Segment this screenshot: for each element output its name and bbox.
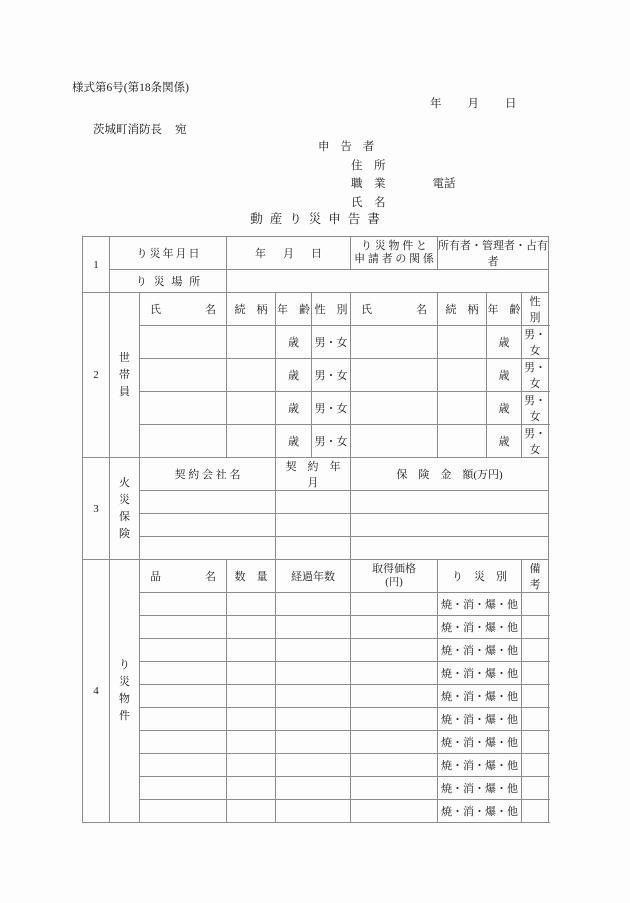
cell-insurance-company[interactable] bbox=[140, 537, 276, 560]
table-row bbox=[83, 593, 549, 616]
cell-age-1[interactable]: 歳 bbox=[276, 326, 312, 359]
vlabel-char: 帯 bbox=[119, 368, 130, 381]
cell-name-2[interactable] bbox=[351, 359, 438, 392]
cell-years-elapsed[interactable] bbox=[276, 800, 351, 823]
header-damage-type: り 災 別 bbox=[438, 560, 522, 593]
table-row bbox=[83, 270, 549, 293]
cell-acquisition-price[interactable] bbox=[351, 639, 438, 662]
cell-acquisition-price[interactable] bbox=[351, 777, 438, 800]
cell-remarks[interactable] bbox=[522, 731, 549, 754]
address-label: 住 所 bbox=[351, 159, 386, 172]
cell-age-2[interactable]: 歳 bbox=[487, 392, 522, 425]
cell-age-1[interactable]: 歳 bbox=[276, 425, 312, 458]
vlabel-char: 災 bbox=[119, 493, 130, 506]
cell-name-2[interactable] bbox=[351, 425, 438, 458]
addressee-line bbox=[93, 121, 187, 137]
relation-label bbox=[351, 237, 438, 270]
applicant-label: 申 告 者 bbox=[318, 141, 379, 153]
header-name-1: 氏 名 bbox=[140, 293, 227, 326]
cell-contract-date[interactable] bbox=[276, 491, 351, 514]
cell-acquisition-price[interactable] bbox=[351, 616, 438, 639]
cell-damage-type[interactable]: 焼・消・爆・他 bbox=[438, 616, 522, 639]
cell-age-1[interactable]: 歳 bbox=[276, 392, 312, 425]
cell-age-2[interactable]: 歳 bbox=[487, 326, 522, 359]
cell-relation-2[interactable] bbox=[438, 425, 487, 458]
table-row bbox=[83, 537, 549, 560]
vlabel-char: 険 bbox=[119, 527, 130, 540]
cell-insurance-company[interactable] bbox=[140, 514, 276, 537]
header-acquisition-price bbox=[351, 560, 438, 593]
cell-years-elapsed[interactable] bbox=[276, 639, 351, 662]
cell-damage-type[interactable]: 焼・消・爆・他 bbox=[438, 708, 522, 731]
table-row bbox=[83, 777, 549, 800]
cell-name-1[interactable] bbox=[140, 359, 227, 392]
cell-quantity[interactable] bbox=[227, 731, 276, 754]
cell-remarks[interactable] bbox=[522, 662, 549, 685]
cell-item-name[interactable] bbox=[140, 593, 227, 616]
cell-insurance-amount[interactable] bbox=[351, 514, 549, 537]
cell-name-1[interactable] bbox=[140, 392, 227, 425]
cell-quantity[interactable] bbox=[227, 616, 276, 639]
cell-relation-2[interactable] bbox=[438, 326, 487, 359]
damaged-items-vertical-label bbox=[110, 560, 140, 823]
header-relation-2: 続 柄 bbox=[438, 293, 487, 326]
cell-sex-1[interactable]: 男・女 bbox=[312, 392, 351, 425]
name-label: 氏 名 bbox=[351, 196, 386, 209]
vlabel-char: 物 bbox=[119, 693, 130, 705]
cell-damage-type[interactable]: 焼・消・爆・他 bbox=[438, 777, 522, 800]
cell-age-1[interactable]: 歳 bbox=[276, 359, 312, 392]
vlabel-char: り bbox=[119, 659, 130, 671]
cell-remarks[interactable] bbox=[522, 639, 549, 662]
table-row bbox=[83, 359, 549, 392]
cell-relation-1[interactable] bbox=[227, 326, 276, 359]
cell-remarks[interactable] bbox=[522, 593, 549, 616]
cell-remarks[interactable] bbox=[522, 708, 549, 731]
header-item-name: 品 名 bbox=[140, 560, 227, 593]
cell-acquisition-price[interactable] bbox=[351, 662, 438, 685]
cell-item-name[interactable] bbox=[140, 685, 227, 708]
section-number-3: 3 bbox=[83, 458, 110, 560]
cell-sex-2[interactable]: 男・女 bbox=[522, 359, 549, 392]
cell-age-2[interactable]: 歳 bbox=[487, 359, 522, 392]
cell-remarks[interactable] bbox=[522, 800, 549, 823]
cell-item-name[interactable] bbox=[140, 639, 227, 662]
cell-quantity[interactable] bbox=[227, 662, 276, 685]
cell-sex-1[interactable]: 男・女 bbox=[312, 359, 351, 392]
cell-acquisition-price[interactable] bbox=[351, 800, 438, 823]
table-row bbox=[83, 708, 549, 731]
cell-item-name[interactable] bbox=[140, 708, 227, 731]
cell-item-name[interactable] bbox=[140, 800, 227, 823]
vlabel-char: 火 bbox=[119, 476, 130, 489]
addressee-name: 茨城町消防長 bbox=[93, 124, 162, 136]
cell-item-name[interactable] bbox=[140, 662, 227, 685]
date-year-label: 年 bbox=[430, 98, 442, 110]
header-relation-1: 続 柄 bbox=[227, 293, 276, 326]
date-day-label: 日 bbox=[505, 98, 517, 110]
cell-years-elapsed[interactable] bbox=[276, 777, 351, 800]
cell-acquisition-price[interactable] bbox=[351, 731, 438, 754]
applicant-block bbox=[318, 138, 456, 212]
relation-label-line1: り 災 物 件 と bbox=[361, 240, 428, 252]
table-row bbox=[83, 514, 549, 537]
cell-quantity[interactable] bbox=[227, 639, 276, 662]
vlabel-char: 員 bbox=[119, 385, 130, 398]
cell-age-2[interactable]: 歳 bbox=[487, 425, 522, 458]
disaster-date-label: り災年月日 bbox=[110, 237, 227, 270]
cell-years-elapsed[interactable] bbox=[276, 593, 351, 616]
header-insurance-amount: 保 険 金 額(万円) bbox=[351, 458, 549, 491]
cell-years-elapsed[interactable] bbox=[276, 685, 351, 708]
cell-relation-1[interactable] bbox=[227, 359, 276, 392]
cell-remarks[interactable] bbox=[522, 777, 549, 800]
cell-quantity[interactable] bbox=[227, 800, 276, 823]
applicant-row bbox=[318, 138, 456, 157]
disaster-place-label: り 災 場 所 bbox=[110, 270, 227, 293]
header-years-elapsed: 経過年数 bbox=[276, 560, 351, 593]
header-acquisition-price-unit: (円) bbox=[385, 577, 403, 588]
fire-insurance-vertical-label bbox=[110, 458, 140, 560]
cell-years-elapsed[interactable] bbox=[276, 662, 351, 685]
cell-remarks[interactable] bbox=[522, 754, 549, 777]
table-row bbox=[83, 392, 549, 425]
cell-damage-type[interactable]: 焼・消・爆・他 bbox=[438, 731, 522, 754]
table-row bbox=[83, 639, 549, 662]
date-month-label: 月 bbox=[467, 98, 479, 110]
cell-contract-date[interactable] bbox=[276, 514, 351, 537]
vlabel-char: 世 bbox=[119, 351, 130, 364]
household-vertical-label bbox=[110, 293, 140, 458]
table-row bbox=[83, 560, 549, 593]
cell-item-name[interactable] bbox=[140, 731, 227, 754]
header-sex-2: 性 別 bbox=[522, 293, 549, 326]
cell-acquisition-price[interactable] bbox=[351, 708, 438, 731]
cell-name-2[interactable] bbox=[351, 326, 438, 359]
disaster-place-value[interactable] bbox=[227, 270, 549, 293]
cell-damage-type[interactable]: 焼・消・爆・他 bbox=[438, 639, 522, 662]
table-row bbox=[83, 800, 549, 823]
cell-quantity[interactable] bbox=[227, 754, 276, 777]
cell-name-1[interactable] bbox=[140, 326, 227, 359]
cell-sex-2[interactable]: 男・女 bbox=[522, 392, 549, 425]
header-insurance-company: 契 約 会 社 名 bbox=[140, 458, 276, 491]
vlabel-char: 災 bbox=[119, 676, 130, 688]
vlabel-char: 保 bbox=[119, 510, 130, 523]
header-acquisition-price-line1: 取得価格 bbox=[372, 563, 417, 575]
form-table bbox=[82, 236, 552, 823]
cell-damage-type[interactable]: 焼・消・爆・他 bbox=[438, 754, 522, 777]
header-remarks: 備 考 bbox=[522, 560, 549, 593]
table-row bbox=[83, 491, 549, 514]
owner-label: 所有者・管理者・占有者 bbox=[438, 237, 549, 270]
header-contract-date: 契 約 年 月 bbox=[276, 458, 351, 491]
page-title: 動産り災申告書 bbox=[250, 212, 387, 226]
cell-sex-1[interactable]: 男・女 bbox=[312, 326, 351, 359]
table-row bbox=[83, 616, 549, 639]
form-table-wrapper bbox=[82, 236, 552, 823]
address-row bbox=[318, 157, 456, 176]
section-number-2: 2 bbox=[83, 293, 110, 458]
telephone-label: 電話 bbox=[432, 178, 456, 190]
addressee-suffix: 宛 bbox=[175, 124, 187, 136]
cell-insurance-amount[interactable] bbox=[351, 491, 549, 514]
cell-name-2[interactable] bbox=[351, 392, 438, 425]
cell-sex-2[interactable]: 男・女 bbox=[522, 326, 549, 359]
header-age-1: 年 齢 bbox=[276, 293, 312, 326]
cell-contract-date[interactable] bbox=[276, 537, 351, 560]
occupation-row bbox=[318, 175, 456, 194]
header-sex-1: 性 別 bbox=[312, 293, 351, 326]
cell-relation-2[interactable] bbox=[438, 392, 487, 425]
relation-label-line2: 申 請 者 の 関 係 bbox=[354, 253, 434, 265]
header-quantity: 数 量 bbox=[227, 560, 276, 593]
table-row bbox=[83, 662, 549, 685]
cell-remarks[interactable] bbox=[522, 685, 549, 708]
table-row bbox=[83, 685, 549, 708]
table-row bbox=[83, 458, 549, 491]
cell-insurance-amount[interactable] bbox=[351, 537, 549, 560]
date-line bbox=[430, 95, 517, 111]
header-name-2: 氏 名 bbox=[351, 293, 438, 326]
cell-item-name[interactable] bbox=[140, 754, 227, 777]
cell-relation-1[interactable] bbox=[227, 425, 276, 458]
table-row bbox=[83, 293, 549, 326]
table-row bbox=[83, 731, 549, 754]
cell-sex-2[interactable]: 男・女 bbox=[522, 425, 549, 458]
cell-acquisition-price[interactable] bbox=[351, 685, 438, 708]
cell-acquisition-price[interactable] bbox=[351, 593, 438, 616]
vlabel-char: 件 bbox=[119, 710, 130, 722]
cell-damage-type[interactable]: 焼・消・爆・他 bbox=[438, 593, 522, 616]
table-row bbox=[83, 754, 549, 777]
cell-name-1[interactable] bbox=[140, 425, 227, 458]
section-number-1: 1 bbox=[83, 237, 110, 293]
table-row bbox=[83, 425, 549, 458]
cell-years-elapsed[interactable] bbox=[276, 731, 351, 754]
form-number-label: 様式第6号(第18条関係) bbox=[72, 82, 189, 94]
cell-relation-1[interactable] bbox=[227, 392, 276, 425]
cell-damage-type[interactable]: 焼・消・爆・他 bbox=[438, 800, 522, 823]
occupation-label: 職 業 bbox=[351, 178, 386, 190]
cell-acquisition-price[interactable] bbox=[351, 754, 438, 777]
cell-insurance-company[interactable] bbox=[140, 491, 276, 514]
cell-remarks[interactable] bbox=[522, 616, 549, 639]
cell-damage-type[interactable]: 焼・消・爆・他 bbox=[438, 662, 522, 685]
cell-years-elapsed[interactable] bbox=[276, 616, 351, 639]
cell-damage-type[interactable]: 焼・消・爆・他 bbox=[438, 685, 522, 708]
cell-quantity[interactable] bbox=[227, 777, 276, 800]
cell-item-name[interactable] bbox=[140, 777, 227, 800]
cell-quantity[interactable] bbox=[227, 708, 276, 731]
cell-item-name[interactable] bbox=[140, 616, 227, 639]
disaster-date-value[interactable]: 年 月 日 bbox=[227, 237, 351, 270]
table-row bbox=[83, 237, 549, 270]
cell-quantity[interactable] bbox=[227, 593, 276, 616]
cell-quantity[interactable] bbox=[227, 685, 276, 708]
table-row bbox=[83, 326, 549, 359]
cell-years-elapsed[interactable] bbox=[276, 754, 351, 777]
cell-sex-1[interactable]: 男・女 bbox=[312, 425, 351, 458]
section-number-4: 4 bbox=[83, 560, 110, 823]
cell-years-elapsed[interactable] bbox=[276, 708, 351, 731]
header-age-2: 年 齢 bbox=[487, 293, 522, 326]
cell-relation-2[interactable] bbox=[438, 359, 487, 392]
